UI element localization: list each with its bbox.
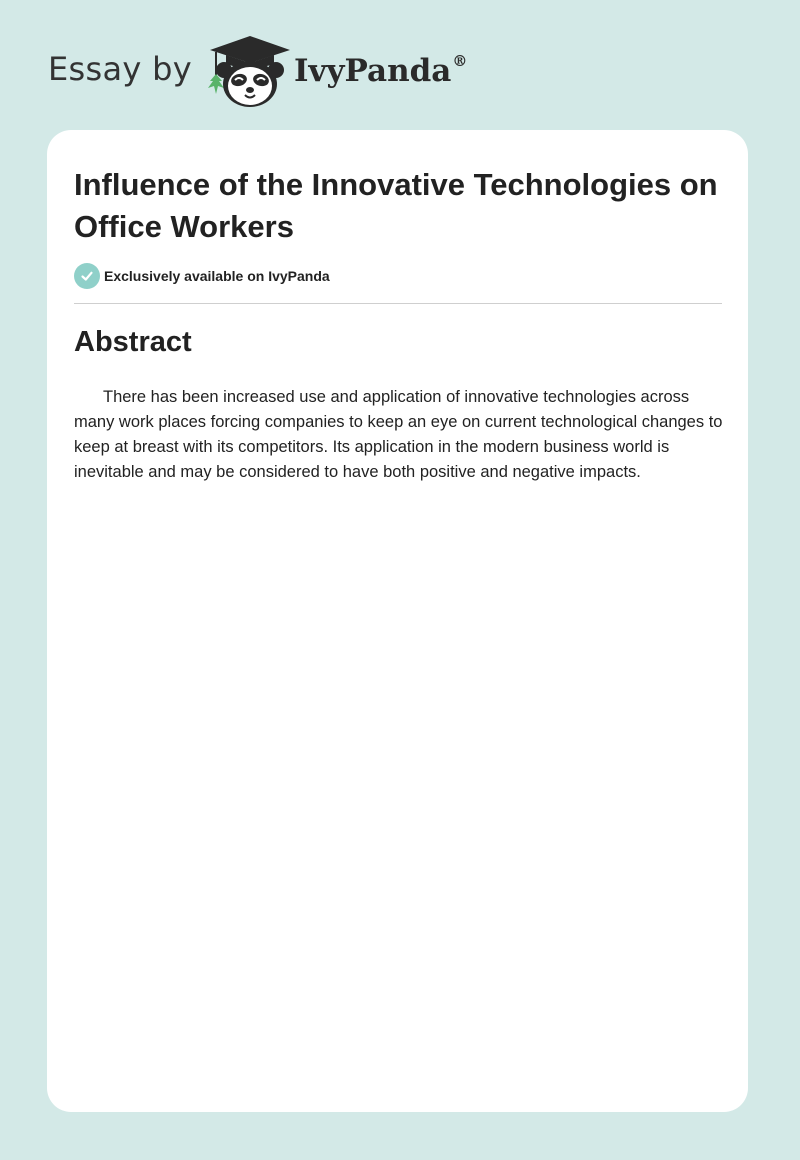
badge-label: Exclusively available on IvyPanda bbox=[104, 268, 330, 284]
registered-mark: ® bbox=[452, 52, 468, 70]
check-icon bbox=[74, 263, 100, 289]
essay-card bbox=[47, 130, 748, 1112]
brand-label: IvyPanda bbox=[294, 53, 452, 89]
divider bbox=[74, 303, 722, 304]
exclusive-badge bbox=[74, 263, 330, 289]
site-header bbox=[48, 32, 528, 112]
brand-name[interactable] bbox=[294, 52, 467, 89]
panda-logo-icon[interactable] bbox=[202, 34, 298, 110]
essay-title: Influence of the Innovative Technologies on Office Workers bbox=[74, 167, 718, 244]
abstract-paragraph: There has been increased use and application of innovative technologies across many work places forcing companies to keep an eye on current technological changes to keep at breast with its competitors. Its application in the modern business world is inevitable and may be considered to have both positive and negative impacts. bbox=[74, 388, 723, 481]
section-heading-abstract: Abstract bbox=[74, 326, 192, 358]
essay-by-label: Essay by bbox=[48, 50, 192, 88]
